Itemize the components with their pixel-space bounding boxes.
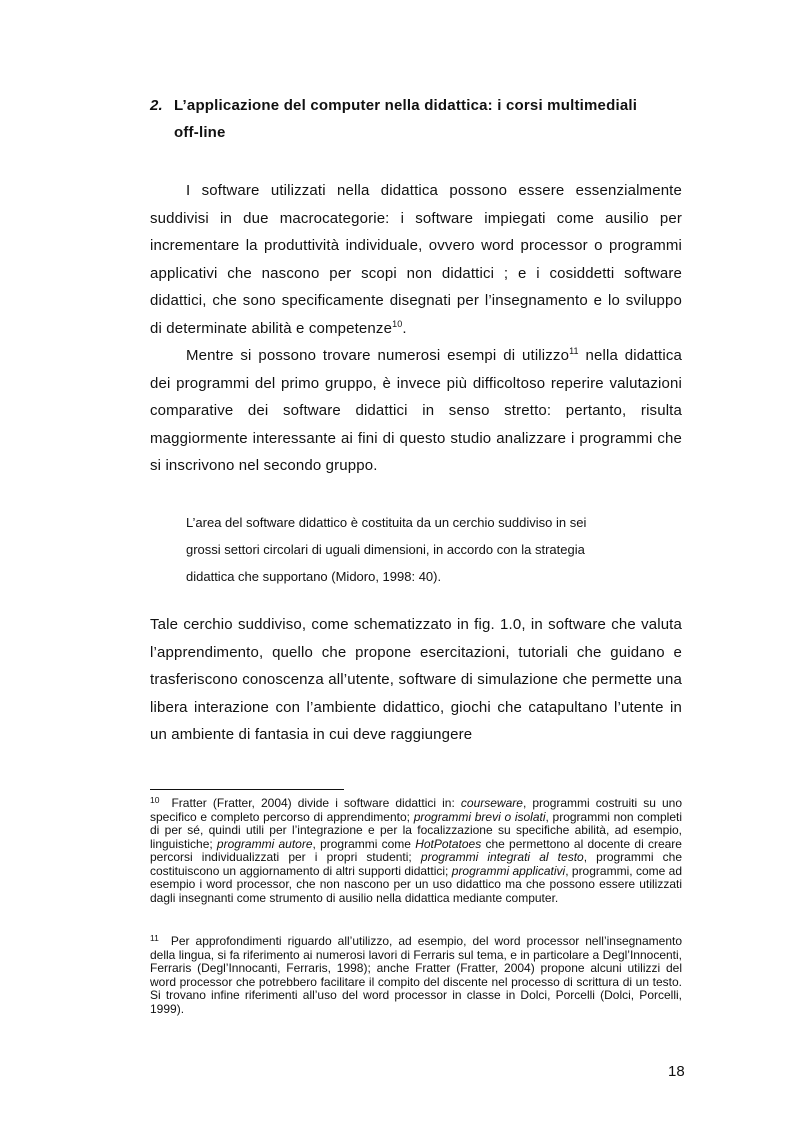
section-heading	[150, 92, 690, 146]
paragraph-1-text: I software utilizzati nella didattica possono essere essenzialmente suddivisi in due macrocategorie: i software impiegati come ausilio per incrementare la produttività individuale, ovvero word processor o programmi applicativi che nascono per scopi non didattici ; e i cosiddetti software didattici, che sono specificamente disegnati per l’insegnamento e lo sviluppo di determinate abilità e competenze	[150, 182, 682, 337]
footnote-separator	[150, 789, 344, 790]
page-number: 18	[668, 1063, 685, 1080]
footnote-italic: programmi brevi o isolati	[413, 809, 546, 824]
paragraph-2-before: Mentre si possono trovare numerosi esempi di utilizzo	[186, 347, 570, 364]
footnote-text: Per approfondimenti riguardo all’utilizzo, ad esempio, del word processor nell’insegnamento della lingua, si fa riferimento ai numerosi lavori di Ferraris sul tema, e in particolare a Degl’Innocenti, Ferraris (Degl’Innocanti, Ferraris, 1998); anche Fratter (Fratter, 2004) propone alcuni utilizzi del word processor che potrebbero facilitare il compito del discente nel processo di scrittura di un testo. Si trovano infine riferimenti all’uso del word processor in classe in Dolci, Porcelli (Dolci, Porcelli, 1999).	[150, 934, 682, 1016]
section-title-line1: L’applicazione del computer nella didattica: i corsi multimediali	[174, 97, 638, 114]
quote-line: L’area del software didattico è costituita da un cerchio suddiviso in sei	[186, 515, 587, 530]
paragraph-3: Tale cerchio suddiviso, come schematizzato in fig. 1.0, in software che valuta l’apprendimento, quello che propone esercitazioni, tutoriali che guidano e trasferiscono conoscenza all’utente, software di simulazione che permette una libera interazione con l’ambiente didattico, giochi che catapultano l’utente in un ambiente di fantasia in cui deve raggiungere	[150, 616, 682, 743]
footnote-mark: 10	[150, 795, 160, 805]
footnote-11	[150, 935, 682, 1016]
footnote-text: , programmi che costituiscono un aggiornamento di altri supporti didattici;	[150, 850, 682, 878]
footnote-italic: programmi integrati al testo	[420, 850, 584, 864]
footnote-italic: HotPotatoes	[415, 836, 482, 851]
footnote-text: , programmi, come ad esempio i word processor, che non nascono per un uso didattico ma che possono essere utilizzati dagli insegnanti come strumento di ausilio nella didattica mediante computer.	[150, 863, 683, 905]
paragraph-1-end: .	[402, 319, 407, 337]
section-title-line2: off-line	[174, 124, 226, 141]
section-number: 2.	[150, 97, 163, 114]
footnote-italic: programmi applicativi	[451, 863, 566, 878]
quote-line: didattica che supportano (Midoro, 1998: 40).	[186, 569, 442, 584]
paragraph-2	[150, 342, 682, 480]
footnote-ref-11[interactable]: 11	[569, 346, 579, 356]
footnote-italic: programmi autore	[216, 836, 313, 851]
footnote-10	[150, 797, 682, 905]
paragraph-2-after: nella didattica dei programmi del primo gruppo, è invece più difficoltoso reperire valutazioni comparative dei software didattici in senso stretto: pertanto, risulta maggiormente interessante ai fini di questo studio analizzare i programmi che si inscrivono nel secondo gruppo.	[150, 347, 683, 474]
footnote-text: , programmi costruiti su uno specifico e completo percorso di apprendimento;	[150, 796, 682, 824]
footnote-text: Fratter (Fratter, 2004) divide i software didattici in:	[171, 796, 461, 810]
footnote-ref-10[interactable]: 10	[392, 318, 403, 329]
footnote-mark: 11	[150, 933, 159, 943]
footnote-text: , programmi come	[312, 836, 416, 851]
footnote-text: , programmi non completi di per sé, quindi utili per l’integrazione e per la focalizzazione su specifiche abilità, ad esempio, linguistiche;	[150, 809, 682, 851]
footnote-text: che permettono al docente di creare percorsi individualizzati per i propri studenti;	[150, 836, 682, 864]
paragraph-1	[150, 177, 682, 342]
quote-line: grossi settori circolari di uguali dimensioni, in accordo con la strategia	[186, 542, 585, 557]
footnote-italic: courseware	[460, 796, 523, 810]
block-quote	[186, 509, 646, 590]
